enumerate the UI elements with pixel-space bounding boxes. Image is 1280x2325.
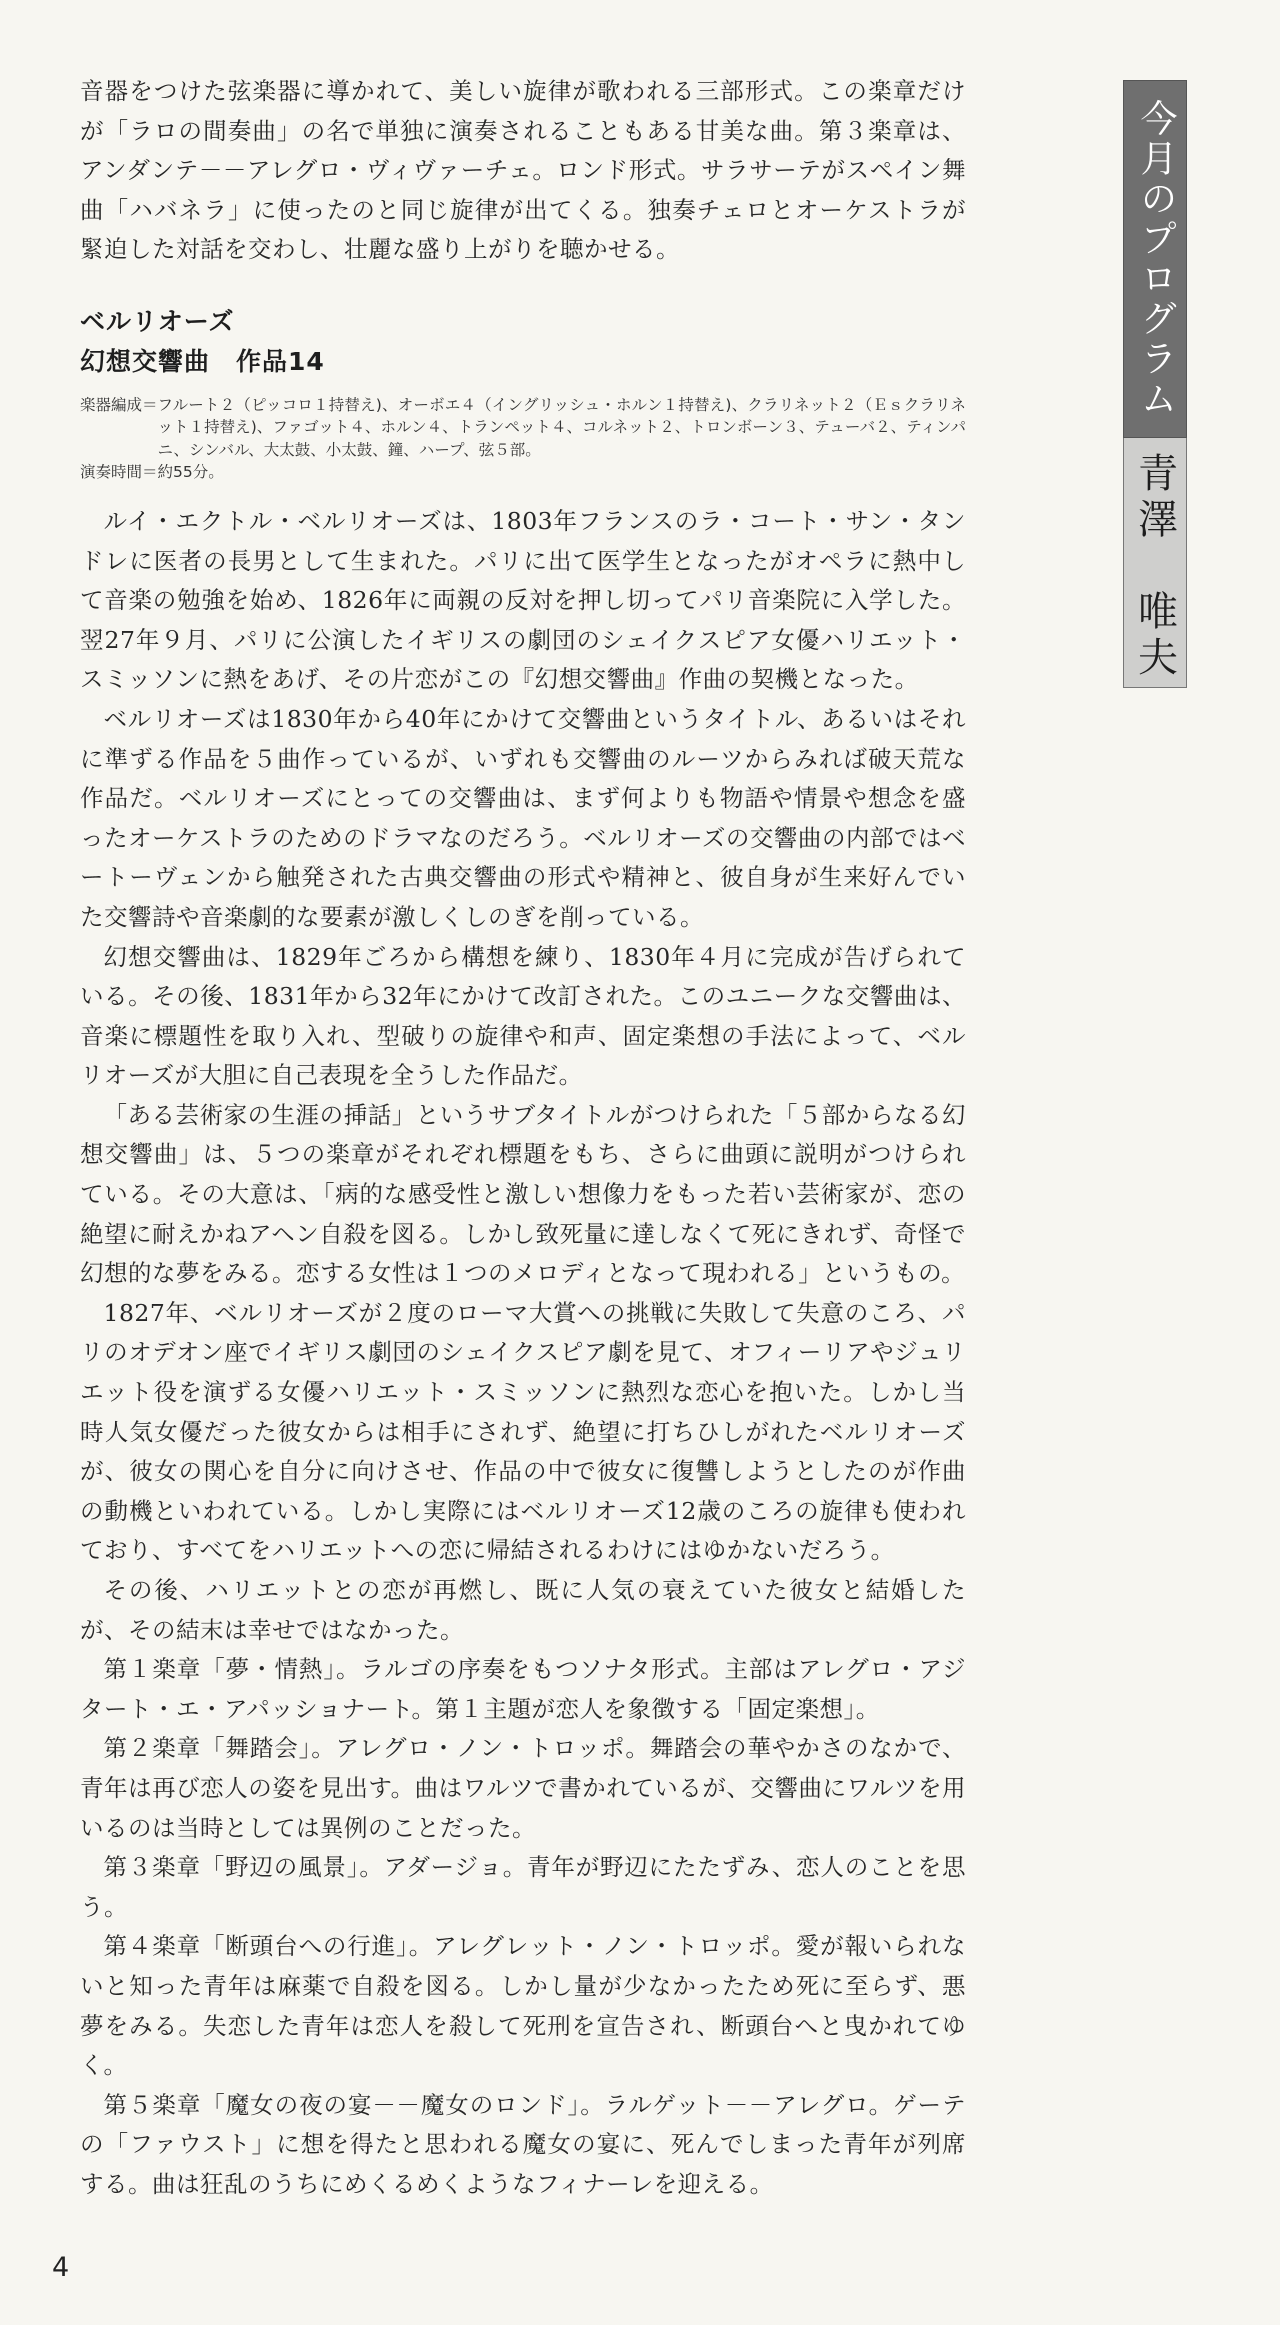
author-name: 青澤 唯夫 xyxy=(1131,452,1178,682)
instrumentation-label: 楽器編成＝ xyxy=(80,395,158,414)
paragraph: ベルリオーズは1830年から40年にかけて交響曲というタイトル、あるいはそれに準ずる作品を５曲作っているが、いずれも交響曲のルーツからみれば破天荒な作品だ。ベルリオーズにとっての交響曲は、まず何よりも物語や情景や想念を盛ったオーケストラのためのドラマなのだろう。ベルリオーズの交響曲の内部ではベートーヴェンから触発された古典交響曲の形式や精神と、彼自身が生来好んでいた交響詩や音楽劇的な要素が激しくしのぎを削っている。 xyxy=(80,704,966,931)
paragraph: 1827年、ベルリオーズが２度のローマ大賞への挑戦に失敗して失意のころ、パリのオデオン座でイギリス劇団のシェイクスピア劇を見て、オフィーリアやジュリエット役を演ずる女優ハリエット・スミッソンに熱烈な恋心を抱いた。しかし当時人気女優だった彼女からは相手にされず、絶望に打ちひしがれたベルリオーズが、彼女の関心を自分に向けさせ、作品の中で彼女に復讐しようとしたのが作曲の動機といわれている。しかし実際にはベルリオーズ12歳のころの旋律も使われており、すべてをハリエットへの恋に帰結されるわけにはゆかないだろう。 xyxy=(80,1298,966,1565)
author-box xyxy=(1123,438,1187,688)
movement-2: 第２楽章「舞踏会」。アレグロ・ノン・トロッポ。舞踏会の華やかさのなかで、青年は再び恋人の姿を見出す。曲はワルツで書かれているが、交響曲にワルツを用いるのは当時としては異例のことだった。 xyxy=(80,1734,966,1842)
main-column xyxy=(80,72,966,2205)
instrumentation-block xyxy=(80,394,966,484)
work-title: 幻想交響曲 作品14 xyxy=(80,346,325,376)
page-number: 4 xyxy=(52,2252,70,2283)
paragraph: その後、ハリエットとの恋が再燃し、既に人気の衰えていた彼女と結婚したが、その結末は幸せではなかった。 xyxy=(80,1576,966,1644)
movement-4: 第４楽章「断頭台への行進」。アレグレット・ノン・トロッポ。愛が報いられないと知った青年は麻薬で自殺を図る。しかし量が少なかったため死に至らず、悪夢をみる。失恋した青年は恋人を殺して死刑を宣告され、断頭台へと曳かれてゆく。 xyxy=(80,1932,966,2080)
paragraph: 「ある芸術家の生涯の挿話」というサブタイトルがつけられた「５部からなる幻想交響曲」は、５つの楽章がそれぞれ標題をもち、さらに曲頭に説明がつけられている。その大意は、「病的な感受性と激しい想像力をもった若い芸術家が、恋の絶望に耐えかねアヘン自殺を図る。しかし致死量に達しなくて死にきれず、奇怪で幻想的な夢をみる。恋する女性は１つのメロディとなって現われる」というもの。 xyxy=(80,1100,966,1288)
sidebar-tab xyxy=(1123,80,1187,688)
movement-3: 第３楽章「野辺の風景」。アダージョ。青年が野辺にたたずみ、恋人のことを思う。 xyxy=(80,1853,966,1921)
intro-paragraph: 音器をつけた弦楽器に導かれて、美しい旋律が歌われる三部形式。この楽章だけが「ラロの間奏曲」の名で単独に演奏されることもある甘美な曲。第３楽章は、アンダンテ－－アレグロ・ヴィヴァーチェ。ロンド形式。サラサーテがスペイン舞曲「ハバネラ」に使ったのと同じ旋律が出てくる。独奏チェロとオーケストラが緊迫した対話を交わし、壮麗な盛り上がりを聴かせる。 xyxy=(80,77,966,264)
section-label: 今月のプログラム xyxy=(1134,99,1177,419)
paragraph: ルイ・エクトル・ベルリオーズは、1803年フランスのラ・コート・サン・タンドレに医者の長男として生まれた。パリに出て医学生となったがオペラに熱中して音楽の勉強を始め、1826年に両親の反対を押し切ってパリ音楽院に入学した。翌27年９月、パリに公演したイギリスの劇団のシェイクスピア女優ハリエット・スミッソンに熱をあげ、その片恋がこの『幻想交響曲』作曲の契機となった。 xyxy=(80,506,966,694)
instrumentation-value: フルート２（ピッコロ１持替え)、オーボエ４（イングリッシュ・ホルン１持替え)、クラリネット２（Ｅｓクラリネット１持替え)、ファゴット４、ホルン４、トランペット４、コルネット２、トロンボーン３、テューバ２、ティンパニ、シンバル、大太鼓、小太鼓、鐘、ハープ、弦５部。 xyxy=(157,395,966,459)
movement-5: 第５楽章「魔女の夜の宴－－魔女のロンド」。ラルゲット－－アレグロ。ゲーテの「ファウスト」に想を得たと思われる魔女の宴に、死んでしまった青年が列席する。曲は狂乱のうちにめくるめくようなフィナーレを迎える。 xyxy=(80,2090,966,2198)
movement-1: 第１楽章「夢・情熱」。ラルゴの序奏をもつソナタ形式。主部はアレグロ・アジタート・エ・アパッショナート。第１主題が恋人を象徴する「固定楽想」。 xyxy=(80,1655,966,1723)
section-label-box xyxy=(1123,80,1187,438)
body-text xyxy=(80,502,966,2205)
duration: 演奏時間＝約55分。 xyxy=(80,463,224,482)
paragraph: 幻想交響曲は、1829年ごろから構想を練り、1830年４月に完成が告げられている。その後、1831年から32年にかけて改訂された。このユニークな交響曲は、音楽に標題性を取り入れ、型破りの旋律や和声、固定楽想の手法によって、ベルリオーズが大胆に自己表現を全うした作品だ。 xyxy=(80,942,966,1090)
composer-heading: ベルリオーズ xyxy=(80,306,235,336)
title-block xyxy=(80,302,966,382)
